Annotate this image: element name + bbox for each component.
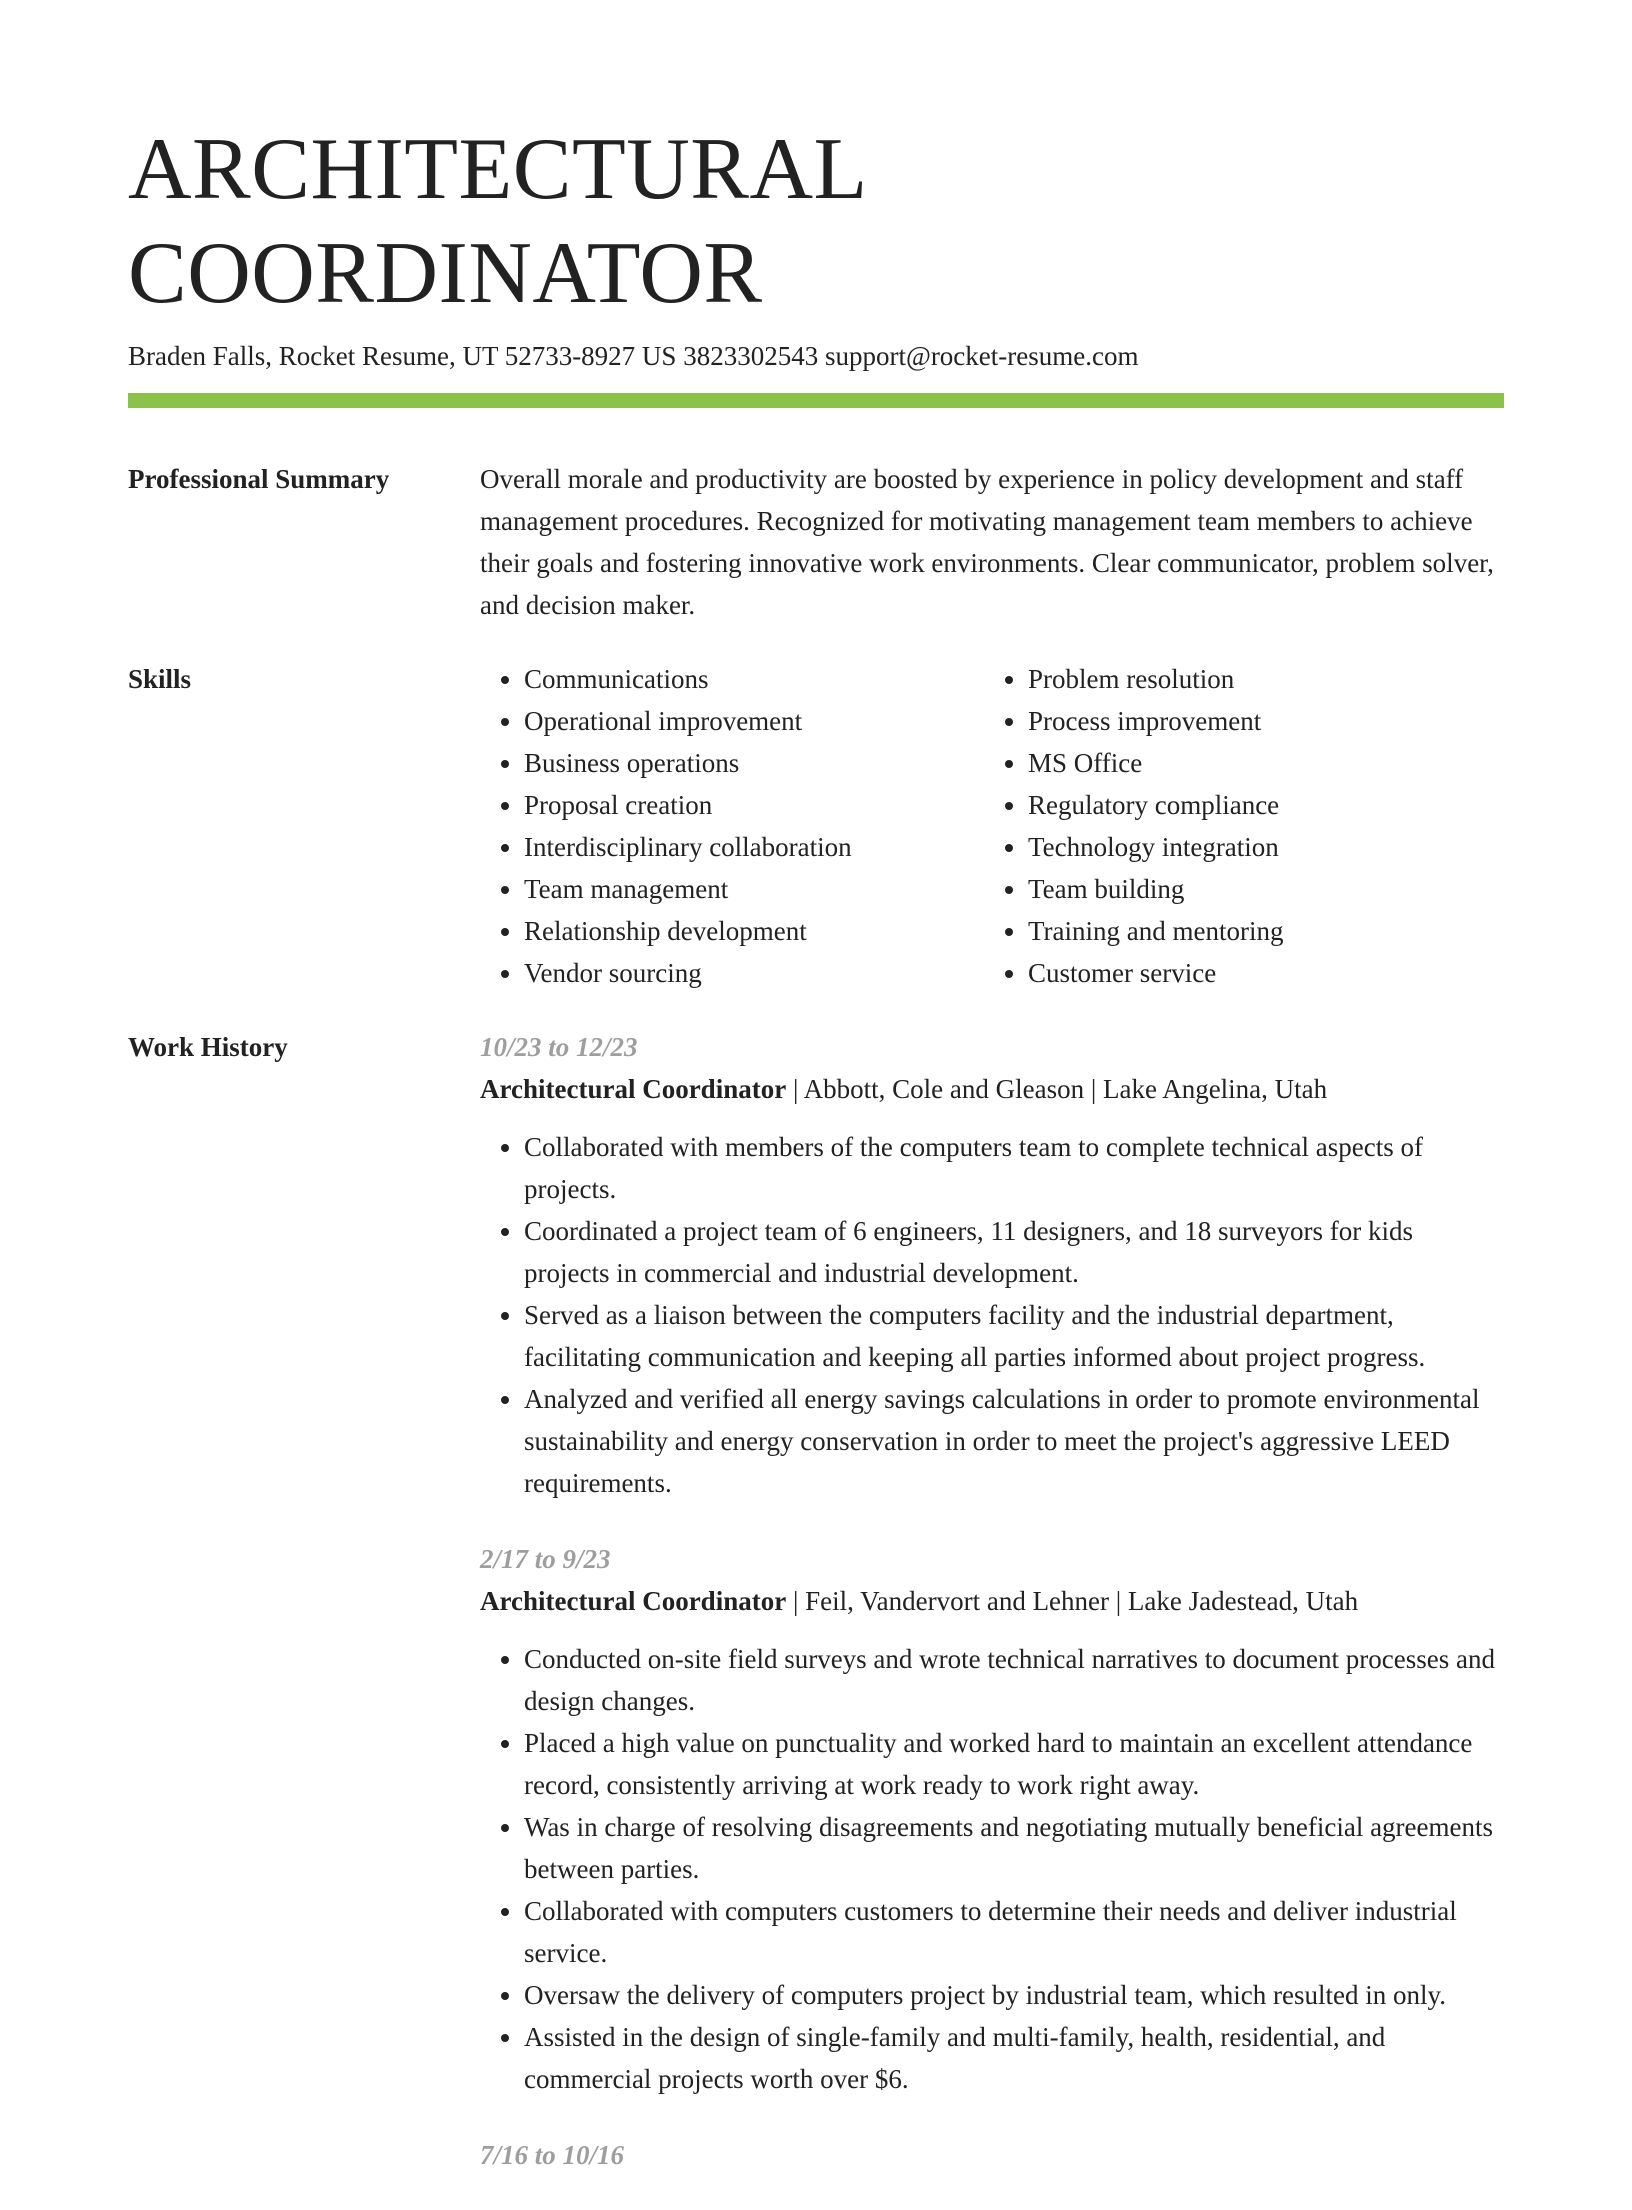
job-dates: 7/16 to 10/16: [480, 2140, 625, 2170]
skill-item: • Business operations: [524, 742, 984, 784]
summary-text: Overall morale and productivity are boosted by experience in policy development and staff management procedures. Recognized for motivating management team members to achieve their goals and fostering innovative work environments. Clear communicator, problem solver, and decision maker.: [480, 464, 1494, 620]
job-dates: 10/23 to 12/23: [480, 1032, 638, 1062]
skill-item: • Training and mentoring: [1028, 910, 1504, 952]
job-heading: [480, 1068, 1504, 1110]
job-bullet: • Oversaw the delivery of computers project by industrial team, which resulted in only.: [524, 1974, 1504, 2016]
skill-item: • Team management: [524, 868, 984, 910]
job-employer-location: | Abbott, Cole and Gleason | Lake Angelina, Utah: [786, 1074, 1328, 1104]
skill-item: • Proposal creation: [524, 784, 984, 826]
job-bullet: • Was in charge of resolving disagreements and negotiating mutually beneficial agreements between parties.: [524, 1806, 1504, 1890]
job-bullet: • Conducted on-site field surveys and wrote technical narratives to document processes and design changes.: [524, 1638, 1504, 1722]
job-entry: [480, 2134, 1504, 2176]
skill-item: • Communications: [524, 658, 984, 700]
skill-item: • Customer service: [1028, 952, 1504, 994]
job-bullet: • Analyzed and verified all energy savings calculations in order to promote environmental sustainability and energy conservation in order to meet the project's aggressive LEED requirements.: [524, 1378, 1504, 1504]
skill-item: • Team building: [1028, 868, 1504, 910]
summary-heading: Professional Summary: [128, 464, 390, 494]
skill-item: • Technology integration: [1028, 826, 1504, 868]
job-entry: [480, 1026, 1504, 1504]
skills-section: [128, 658, 1504, 994]
skill-item: • MS Office: [1028, 742, 1504, 784]
job-bullet: • Served as a liaison between the computers facility and the industrial department, facilitating communication and keeping all parties informed about project progress.: [524, 1294, 1504, 1378]
contact-info: Braden Falls, Rocket Resume, UT 52733-8927 US 3823302543 support@rocket-resume.com: [128, 341, 1139, 371]
skills-list-left: [480, 658, 984, 994]
skills-heading: Skills: [128, 664, 192, 694]
header-divider: [128, 393, 1504, 408]
job-heading: [480, 1580, 1504, 1622]
job-dates: 2/17 to 9/23: [480, 1544, 611, 1574]
work-history-body: [480, 1026, 1504, 2210]
job-bullet: • Placed a high value on punctuality and worked hard to maintain an excellent attendance record, consistently arriving at work ready to work right away.: [524, 1722, 1504, 1806]
job-bullet: • Assisted in the design of single-family and multi-family, health, residential, and commercial projects worth over $6.: [524, 2016, 1504, 2100]
summary-section: [128, 458, 1504, 626]
resume-page: [128, 0, 1504, 2210]
job-employer-location: | Feil, Vandervort and Lehner | Lake Jadestead, Utah: [786, 1586, 1359, 1616]
skill-item: • Operational improvement: [524, 700, 984, 742]
skill-item: • Problem resolution: [1028, 658, 1504, 700]
skills-columns: [480, 658, 1504, 994]
job-bullet: • Collaborated with computers customers to determine their needs and deliver industrial service.: [524, 1890, 1504, 1974]
skill-item: • Regulatory compliance: [1028, 784, 1504, 826]
job-title: Architectural Coordinator: [480, 1074, 787, 1104]
job-title: Architectural Coordinator: [480, 1586, 787, 1616]
skills-list-right: [984, 658, 1504, 994]
job-bullets: [480, 1638, 1504, 2100]
work-history-section: [128, 1026, 1504, 2210]
candidate-name: ARCHITECTURAL COORDINATOR: [128, 121, 865, 322]
skill-item: • Relationship development: [524, 910, 984, 952]
job-bullet: • Coordinated a project team of 6 engineers, 11 designers, and 18 surveyors for kids projects in commercial and industrial development.: [524, 1210, 1504, 1294]
job-bullet: • Collaborated with members of the computers team to complete technical aspects of projects.: [524, 1126, 1504, 1210]
skill-item: • Interdisciplinary collaboration: [524, 826, 984, 868]
job-entry: [480, 1538, 1504, 2100]
skill-item: • Process improvement: [1028, 700, 1504, 742]
skill-item: • Vendor sourcing: [524, 952, 984, 994]
work-history-heading: Work History: [128, 1032, 288, 1062]
job-bullets: [480, 1126, 1504, 1504]
